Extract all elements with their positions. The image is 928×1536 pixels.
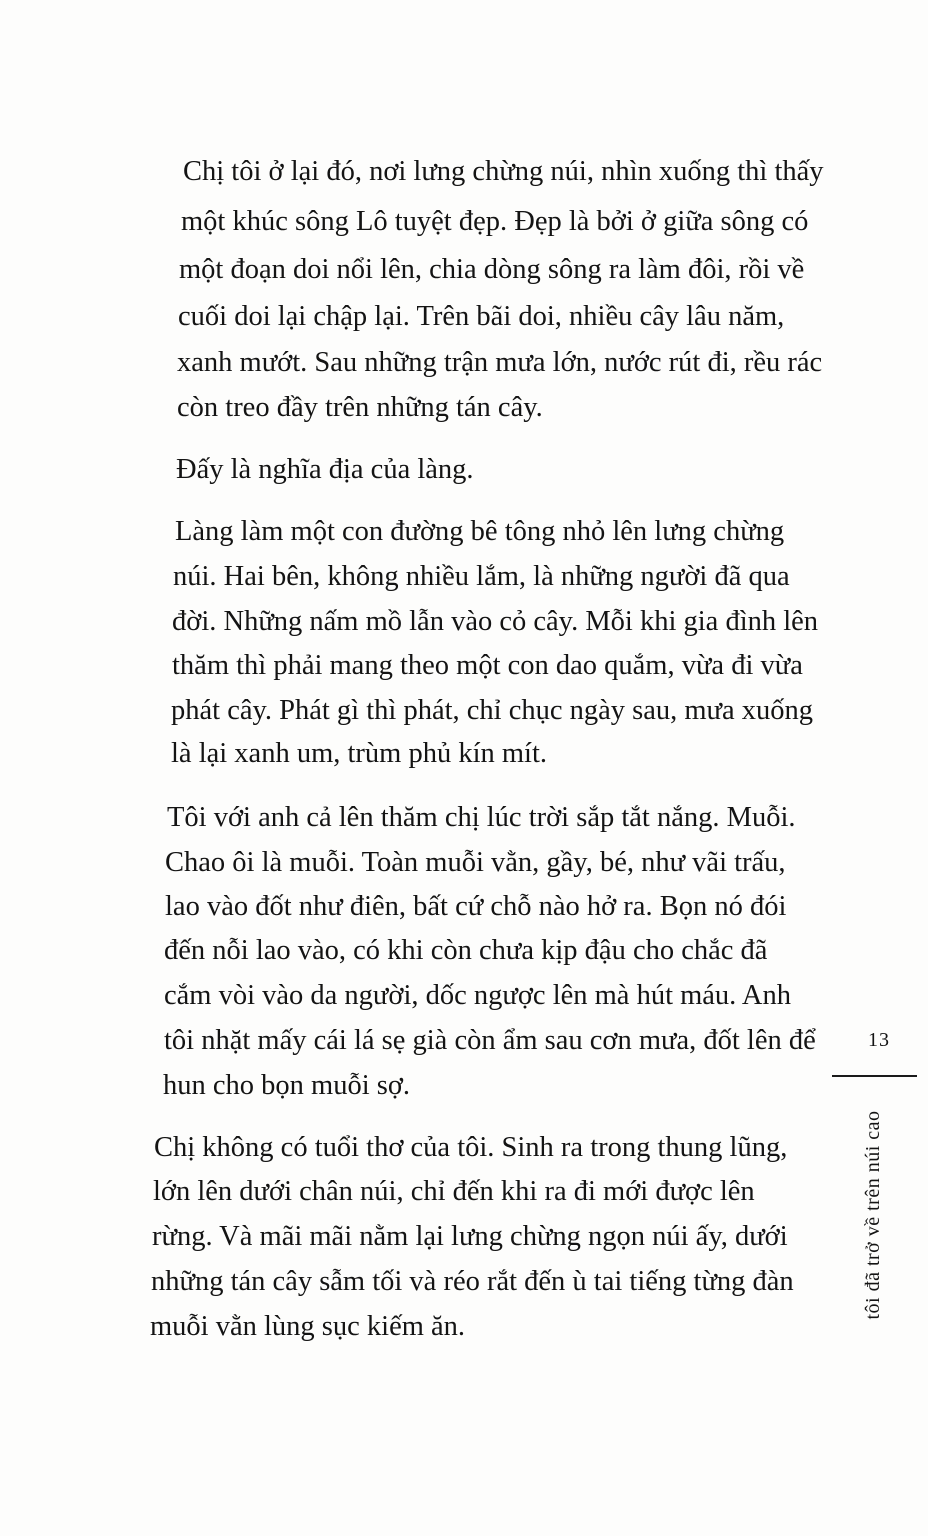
text-line: Chị không có tuổi thơ của tôi. Sinh ra trong thung lũng, <box>154 1132 788 1163</box>
text-line: lớn lên dưới chân núi, chỉ đến khi ra đi mới được lên <box>153 1176 755 1207</box>
text-line: hun cho bọn muỗi sợ. <box>163 1070 411 1101</box>
text-line: một đoạn doi nổi lên, chia dòng sông ra làm đôi, rồi về <box>179 254 805 285</box>
divider <box>832 1075 917 1077</box>
text-line: cuối doi lại chập lại. Trên bãi doi, nhiều cây lâu năm, <box>178 301 785 332</box>
running-title: tôi đã trở về trên núi cao <box>862 1110 884 1320</box>
text-line: muỗi vằn lùng sục kiếm ăn. <box>150 1311 466 1342</box>
text-line: lao vào đốt như điên, bất cứ chỗ nào hở ra. Bọn nó đói <box>165 891 787 922</box>
text-line: xanh mướt. Sau những trận mưa lớn, nước rút đi, rều rác <box>177 347 823 378</box>
text-line: đến nỗi lao vào, có khi còn chưa kịp đậu cho chắc đã <box>164 935 768 966</box>
text-line: Tôi với anh cả lên thăm chị lúc trời sắp tắt nắng. Muỗi. <box>167 802 796 833</box>
page-number: 13 <box>868 1029 890 1051</box>
text-line: những tán cây sẫm tối và réo rắt đến ù tai tiếng từng đàn <box>151 1266 794 1297</box>
text-line: thăm thì phải mang theo một con dao quắm, vừa đi vừa <box>172 650 803 681</box>
text-line: rừng. Và mãi mãi nằm lại lưng chừng ngọn núi ấy, dưới <box>152 1221 788 1252</box>
text-line: núi. Hai bên, không nhiều lắm, là những người đã qua <box>173 561 790 592</box>
text-line: còn treo đầy trên những tán cây. <box>177 392 543 423</box>
text-line: Đấy là nghĩa địa của làng. <box>176 454 474 485</box>
text-line: Chị tôi ở lại đó, nơi lưng chừng núi, nhìn xuống thì thấy <box>183 156 824 187</box>
text-line: phát cây. Phát gì thì phát, chỉ chục ngày sau, mưa xuống <box>171 695 814 726</box>
text-line: đời. Những nấm mồ lẫn vào cỏ cây. Mỗi khi gia đình lên <box>172 606 819 637</box>
text-line: là lại xanh um, trùm phủ kín mít. <box>171 738 547 769</box>
text-line: một khúc sông Lô tuyệt đẹp. Đẹp là bởi ở giữa sông có <box>181 206 809 237</box>
text-line: cắm vòi vào da người, dốc ngược lên mà hút máu. Anh <box>164 980 791 1011</box>
text-line: Làng làm một con đường bê tông nhỏ lên lưng chừng <box>175 516 785 547</box>
text-line: tôi nhặt mấy cái lá sẹ già còn ẩm sau cơn mưa, đốt lên để <box>164 1025 816 1056</box>
text-line: Chao ôi là muỗi. Toàn muỗi vằn, gầy, bé, như vãi trấu, <box>165 847 786 878</box>
